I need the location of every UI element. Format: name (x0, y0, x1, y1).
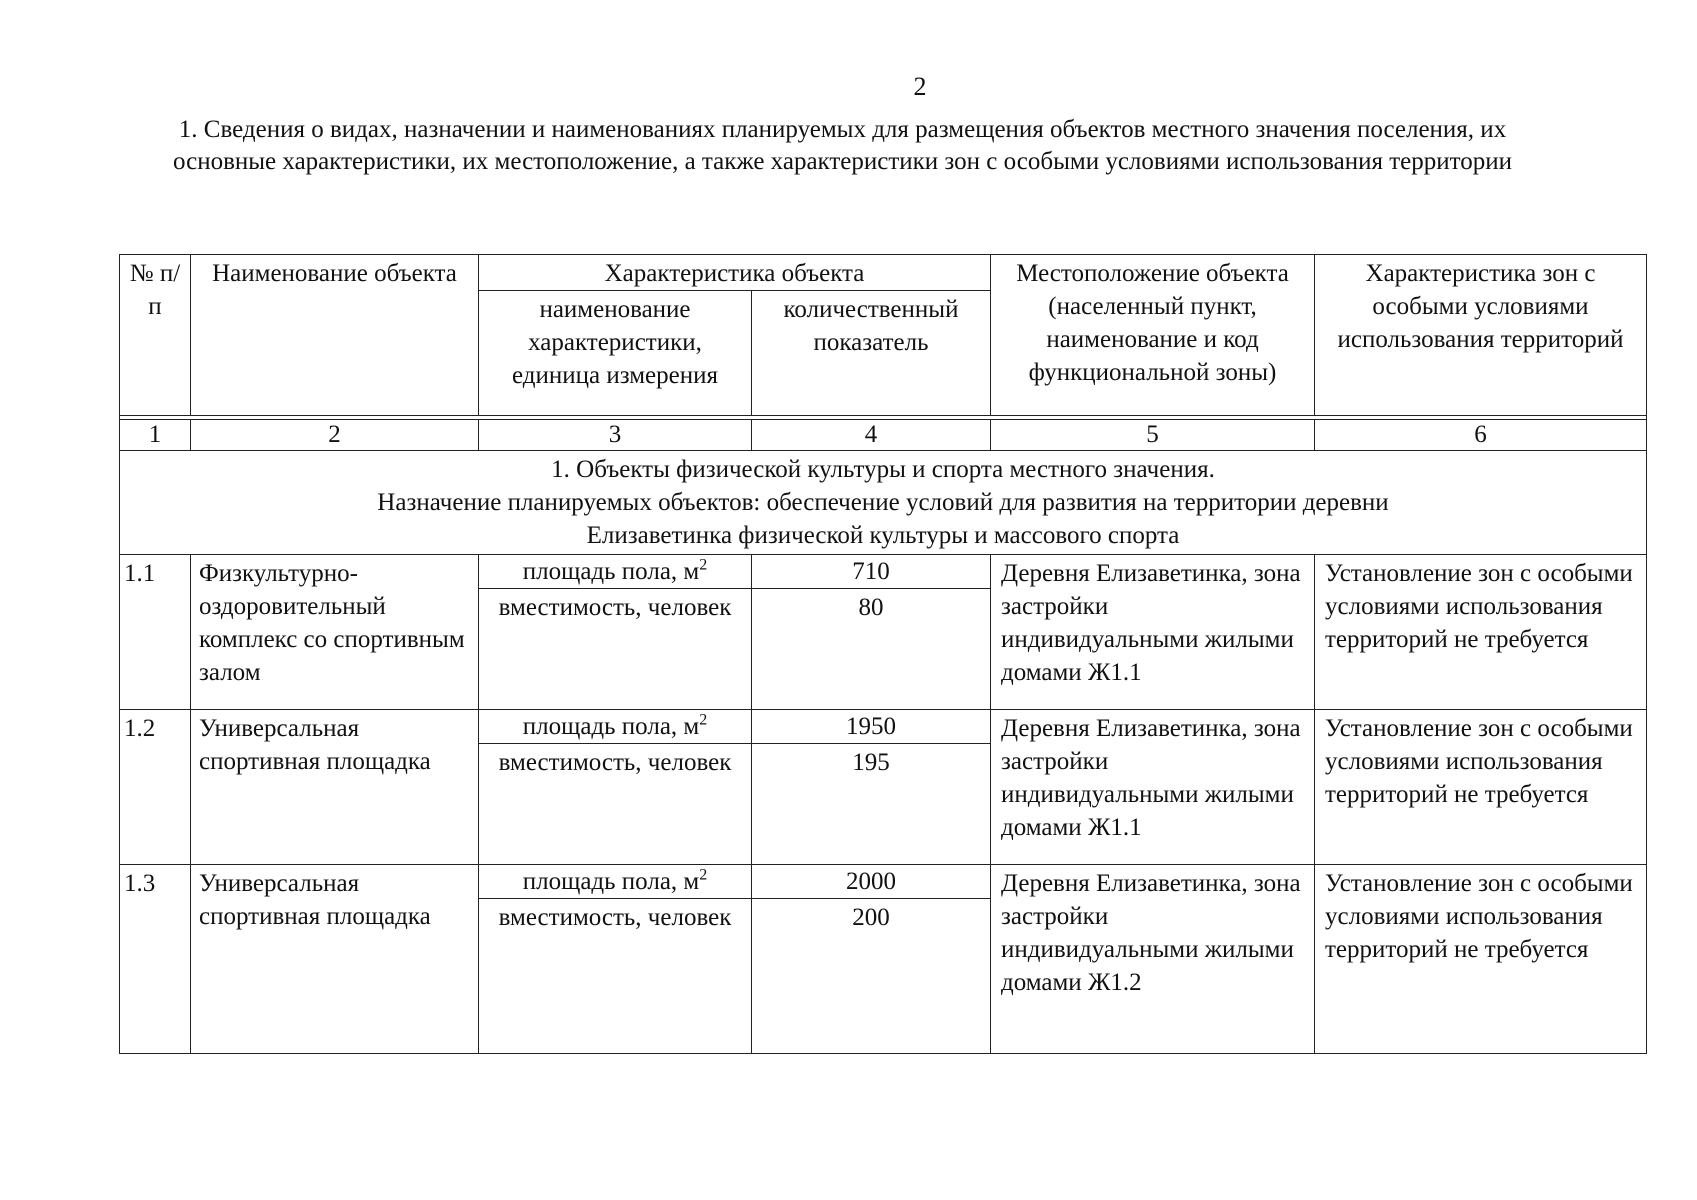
row-zones: Установление зон с особыми условиями использования территорий не требуется (1315, 555, 1647, 710)
section-title: 1. Объекты физической культуры и спорта местного значения. (551, 456, 1215, 483)
objects-table (119, 254, 1647, 1054)
table-header-row (120, 255, 1647, 291)
row-name: Физкультурно-оздоровительный комплекс со спортивным залом (191, 555, 479, 710)
row-val-2: 200 (752, 899, 991, 1054)
document-title: 1. Сведения о видах, назначении и наименованиях планируемых для размещения объектов местного значения поселения, их основные характеристики, их местоположение, а также характеристики зон с особыми условиями использования территории (172, 116, 1512, 175)
char-sup: 2 (699, 556, 708, 574)
column-number: 4 (752, 420, 991, 451)
header-char-name: наименование характеристики, единица измерения (479, 291, 752, 416)
row-val-2: 195 (752, 744, 991, 865)
table-row (120, 865, 1647, 899)
header-char-value: количественный показатель (752, 291, 991, 416)
row-val-2: 80 (752, 589, 991, 710)
char-label: площадь пола, м (522, 868, 700, 895)
row-char-1 (479, 710, 752, 744)
row-val-1: 2000 (752, 865, 991, 899)
row-num: 1.2 (120, 710, 191, 865)
table-row (120, 555, 1647, 589)
column-number: 2 (191, 420, 479, 451)
char-sup: 2 (699, 866, 708, 884)
row-val-1: 710 (752, 555, 991, 589)
header-name: Наименование объекта (191, 255, 479, 416)
row-zones: Установление зон с особыми условиями использования территорий не требуется (1315, 865, 1647, 1054)
header-characteristic-group: Характеристика объекта (479, 255, 991, 291)
row-char-2: вместимость, человек (479, 899, 752, 1054)
row-location: Деревня Елизаветинка, зона застройки индивидуальными жилыми домами Ж1.1 (991, 710, 1315, 865)
column-numbers-row (120, 420, 1647, 451)
row-char-1 (479, 865, 752, 899)
section-heading (120, 451, 1647, 555)
section-row (120, 451, 1647, 555)
char-label: площадь пола, м (522, 558, 700, 585)
row-location: Деревня Елизаветинка, зона застройки индивидуальными жилыми домами Ж1.2 (991, 865, 1315, 1054)
row-zones: Установление зон с особыми условиями использования территорий не требуется (1315, 710, 1647, 865)
row-char-1 (479, 555, 752, 589)
column-number: 5 (991, 420, 1315, 451)
row-num: 1.3 (120, 865, 191, 1054)
row-num: 1.1 (120, 555, 191, 710)
row-name: Универсальная спортивная площадка (191, 710, 479, 865)
header-location: Местоположение объекта (населенный пункт, наименование и код функциональной зоны) (991, 255, 1315, 416)
column-number: 1 (120, 420, 191, 451)
header-zones: Характеристика зон с особыми условиями использования территорий (1315, 255, 1647, 416)
row-char-2: вместимость, человек (479, 589, 752, 710)
row-char-2: вместимость, человек (479, 744, 752, 865)
header-num: № п/п (120, 255, 191, 416)
row-location: Деревня Елизаветинка, зона застройки индивидуальными жилыми домами Ж1.1 (991, 555, 1315, 710)
column-number: 3 (479, 420, 752, 451)
row-name: Универсальная спортивная площадка (191, 865, 479, 1054)
column-number: 6 (1315, 420, 1647, 451)
section-purpose: Назначение планируемых объектов: обеспечение условий для развития на территории деревни Елизаветинка физической культуры и массового спорта (377, 489, 1389, 549)
char-label: площадь пола, м (522, 713, 700, 740)
page-number: 2 (913, 72, 927, 101)
row-val-1: 1950 (752, 710, 991, 744)
char-sup: 2 (699, 711, 708, 729)
table-row (120, 710, 1647, 744)
